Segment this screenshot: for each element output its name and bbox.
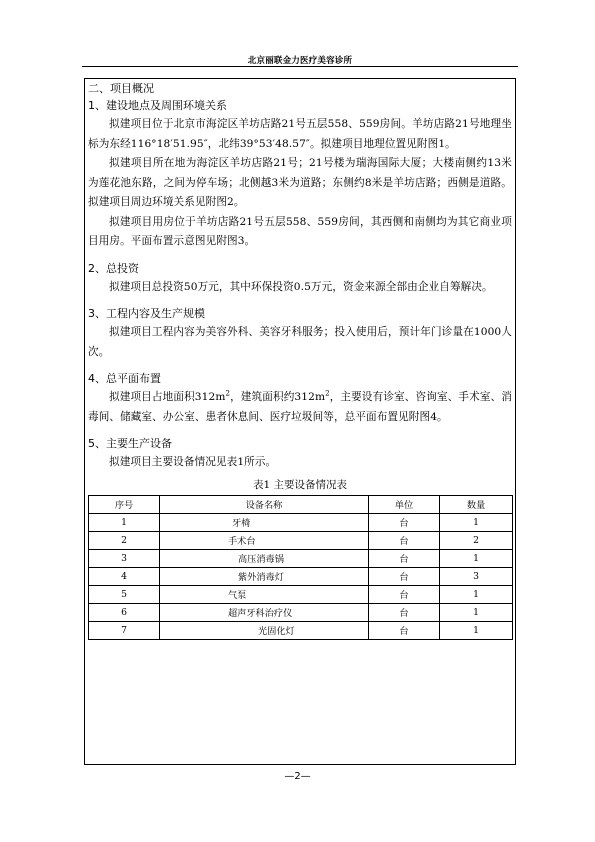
cell-unit: 台 [369, 531, 440, 549]
cell-qty: 1 [440, 513, 513, 531]
table-row [89, 585, 513, 603]
header-unit: 单位 [369, 495, 440, 513]
table-row [89, 549, 513, 567]
subsection-heading-scope: 3、工程内容及生产规模 [88, 307, 205, 320]
cell-name: 牙椅 [160, 513, 369, 531]
cell-qty: 1 [440, 603, 513, 621]
paragraph-equipment: 拟建项目主要设备情况见表1所示。 [109, 456, 277, 468]
cell-index: 2 [89, 531, 160, 549]
header-rule [82, 66, 518, 67]
cell-name: 光固化灯 [160, 621, 369, 639]
cell-unit: 台 [369, 567, 440, 585]
cell-qty: 1 [440, 621, 513, 639]
table-row [89, 513, 513, 531]
cell-name: 超声牙科治疗仪 [160, 603, 369, 621]
page-number: —2— [284, 771, 311, 782]
cell-unit: 台 [369, 603, 440, 621]
cell-index: 3 [89, 549, 160, 567]
paragraph-investment: 拟建项目总投资50万元，其中环保投资0.5万元，资金来源全部由企业自筹解决。 [109, 280, 493, 293]
table-row [89, 567, 513, 585]
cell-qty: 1 [440, 585, 513, 603]
header-index: 序号 [89, 495, 160, 513]
paragraph-location-1: 拟建项目位于北京市海淀区羊坊店路21号五层558、559房间。羊坊店路21号地理坐标为东经116°18′51.95″，北纬39°53′48.57″。拟建项目地理位置见附图1。 [88, 118, 512, 150]
page-header: 北京丽联金力医疗美容诊所 [247, 56, 353, 66]
cell-index: 5 [89, 585, 160, 603]
table-row [89, 531, 513, 549]
table-row [89, 603, 513, 621]
cell-name: 气泵 [160, 585, 369, 603]
cell-unit: 台 [369, 585, 440, 603]
paragraph-location-3: 拟建项目用房位于羊坊店路21号五层558、559房间，其西侧和南侧均为其它商业项目用房。平面布置示意图见附图3。 [88, 215, 512, 247]
table-row [89, 621, 513, 639]
document-content [88, 81, 512, 640]
cell-name: 紫外消毒灯 [160, 567, 369, 585]
cell-unit: 台 [369, 549, 440, 567]
table-header-row [89, 495, 513, 513]
cell-name: 高压消毒锅 [160, 549, 369, 567]
cell-qty: 3 [440, 567, 513, 585]
cell-unit: 台 [369, 621, 440, 639]
cell-index: 7 [89, 621, 160, 639]
cell-index: 1 [89, 513, 160, 531]
header-qty: 数量 [440, 495, 513, 513]
cell-name: 手术台 [160, 531, 369, 549]
header-name: 设备名称 [160, 495, 369, 513]
cell-index: 6 [89, 603, 160, 621]
table-caption: 表1 主要设备情况表 [252, 478, 348, 491]
subsection-heading-investment: 2、总投资 [88, 261, 139, 275]
cell-qty: 2 [440, 531, 513, 549]
subsection-heading-location: 1、建设地点及周围环境关系 [88, 99, 227, 112]
cell-unit: 台 [369, 513, 440, 531]
cell-index: 4 [89, 567, 160, 585]
subsection-heading-layout: 4、总平面布置 [88, 372, 161, 385]
paragraph-scope: 拟建项目工程内容为美容外科、美容牙科服务；投入使用后，预计年门诊量在1000人次。 [88, 326, 512, 358]
equipment-table [88, 495, 513, 640]
paragraph-location-2: 拟建项目所在地为海淀区羊坊店路21号；21号楼为瑞海国际大厦；大楼南侧约13米为莲花池东路，之间为停车场；北侧越3米为道路；东侧约8米是羊坊店路；西侧是道路。拟建项目周边环境关系见附图2。 [88, 157, 512, 208]
section-title: 二、项目概况 [88, 82, 154, 95]
paragraph-layout: 拟建项目占地面积$312m^2$，建筑面积约$312m^2$，主要设有诊室、咨询室、手术室、消毒间、储藏室、办公室、患者休息间、医疗垃圾间等，总平面布置见附图4。 [88, 389, 513, 423]
cell-qty: 1 [440, 549, 513, 567]
subsection-heading-equipment: 5、主要生产设备 [88, 437, 172, 450]
